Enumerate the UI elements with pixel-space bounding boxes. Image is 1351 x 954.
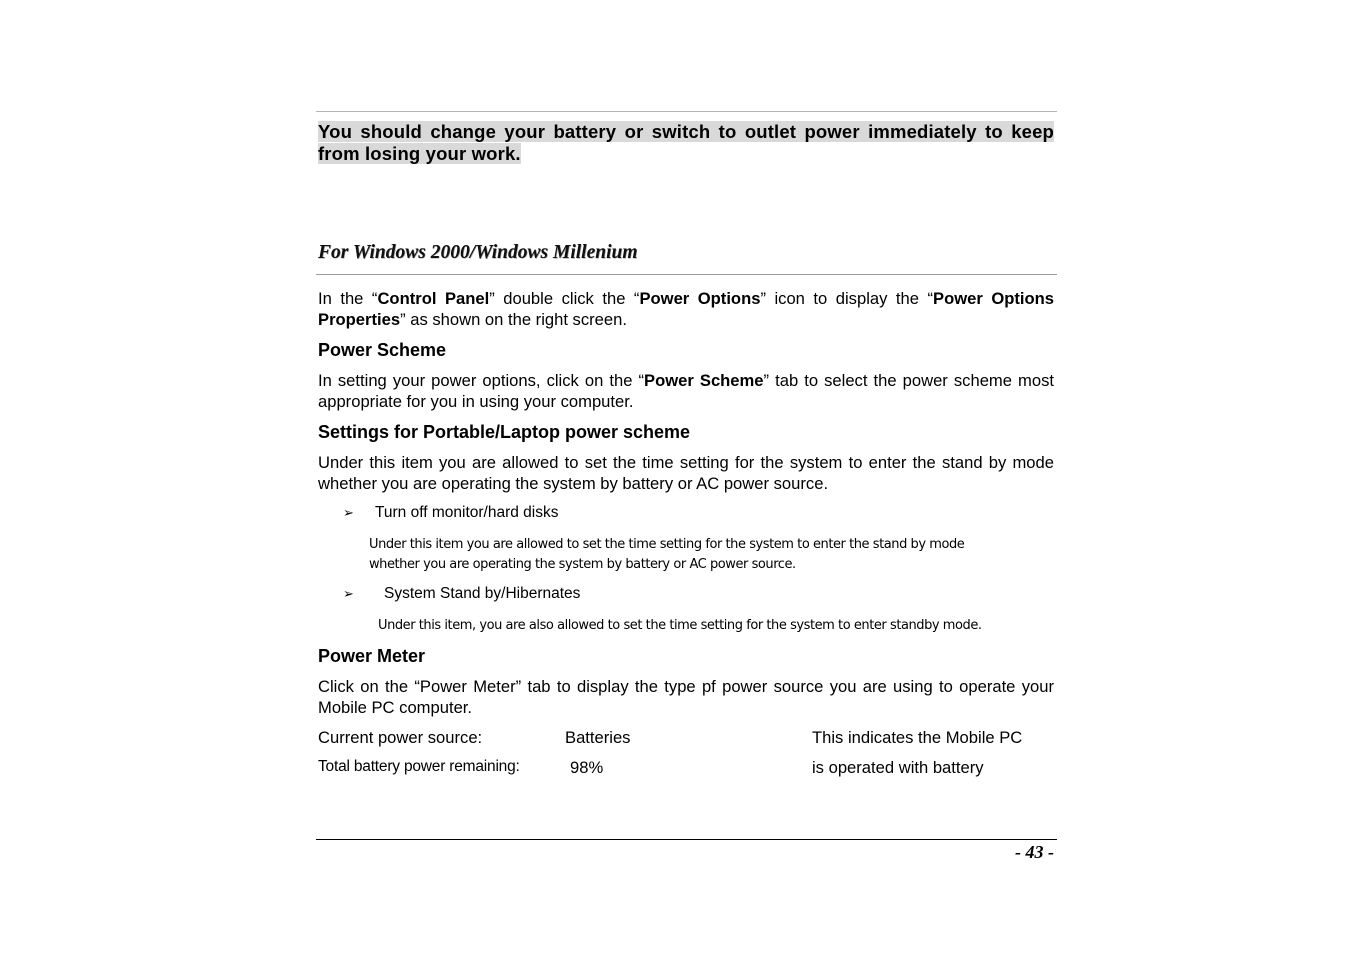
battery-remaining-note: is operated with battery bbox=[812, 758, 984, 777]
power-source-label: Current power source: bbox=[318, 728, 483, 747]
power-meter-heading: Power Meter bbox=[318, 646, 426, 666]
section-title: For Windows 2000/Windows Millenium bbox=[318, 242, 638, 263]
settings-paragraph: Under this item you are allowed to set the time setting for the system to enter the stand by mode whether you are operating the system by battery or AC power source. bbox=[318, 453, 1054, 493]
bullet-system-standby bbox=[343, 585, 581, 603]
power-meter-paragraph: Click on the “Power Meter” tab to display the type pf power source you are using to operate your Mobile PC computer. bbox=[318, 677, 1054, 717]
bullet-description: Under this item, you are also allowed to set the time setting for the system to enter standby mode. bbox=[378, 618, 982, 633]
settings-heading: Settings for Portable/Laptop power scheme bbox=[318, 422, 691, 442]
footer-divider bbox=[316, 839, 1057, 840]
bullet-turn-off-monitor bbox=[343, 504, 559, 522]
battery-remaining-value: 98% bbox=[570, 758, 604, 777]
battery-warning: You should change your battery or switch to outlet power immediately to keep from losing your work. bbox=[318, 121, 1054, 164]
page-number: - 43 - bbox=[1015, 842, 1054, 862]
power-source-value: Batteries bbox=[565, 728, 631, 747]
power-scheme-heading: Power Scheme bbox=[318, 340, 447, 360]
bullet-description: Under this item you are allowed to set the time setting for the system to enter the stand by mode whether you are operating the system by battery or AC power source. bbox=[369, 537, 965, 572]
bullet-label: System Stand by/Hibernates bbox=[384, 585, 581, 602]
bullet-label: Turn off monitor/hard disks bbox=[375, 504, 559, 521]
top-divider bbox=[316, 111, 1057, 112]
power-scheme-paragraph: In setting your power options, click on the “Power Scheme” tab to select the power scheme most appropriate for you in using your computer. bbox=[318, 371, 1054, 411]
battery-remaining-label: Total battery power remaining: bbox=[318, 758, 520, 775]
arrow-bullet-icon: ➢ bbox=[343, 505, 354, 520]
intro-paragraph: In the “Control Panel” double click the “Power Options” icon to display the “Power Options Properties” as shown on the right screen. bbox=[318, 289, 1054, 329]
arrow-bullet-icon: ➢ bbox=[343, 586, 354, 601]
power-source-note: This indicates the Mobile PC bbox=[812, 728, 1023, 747]
section-divider bbox=[316, 274, 1057, 275]
